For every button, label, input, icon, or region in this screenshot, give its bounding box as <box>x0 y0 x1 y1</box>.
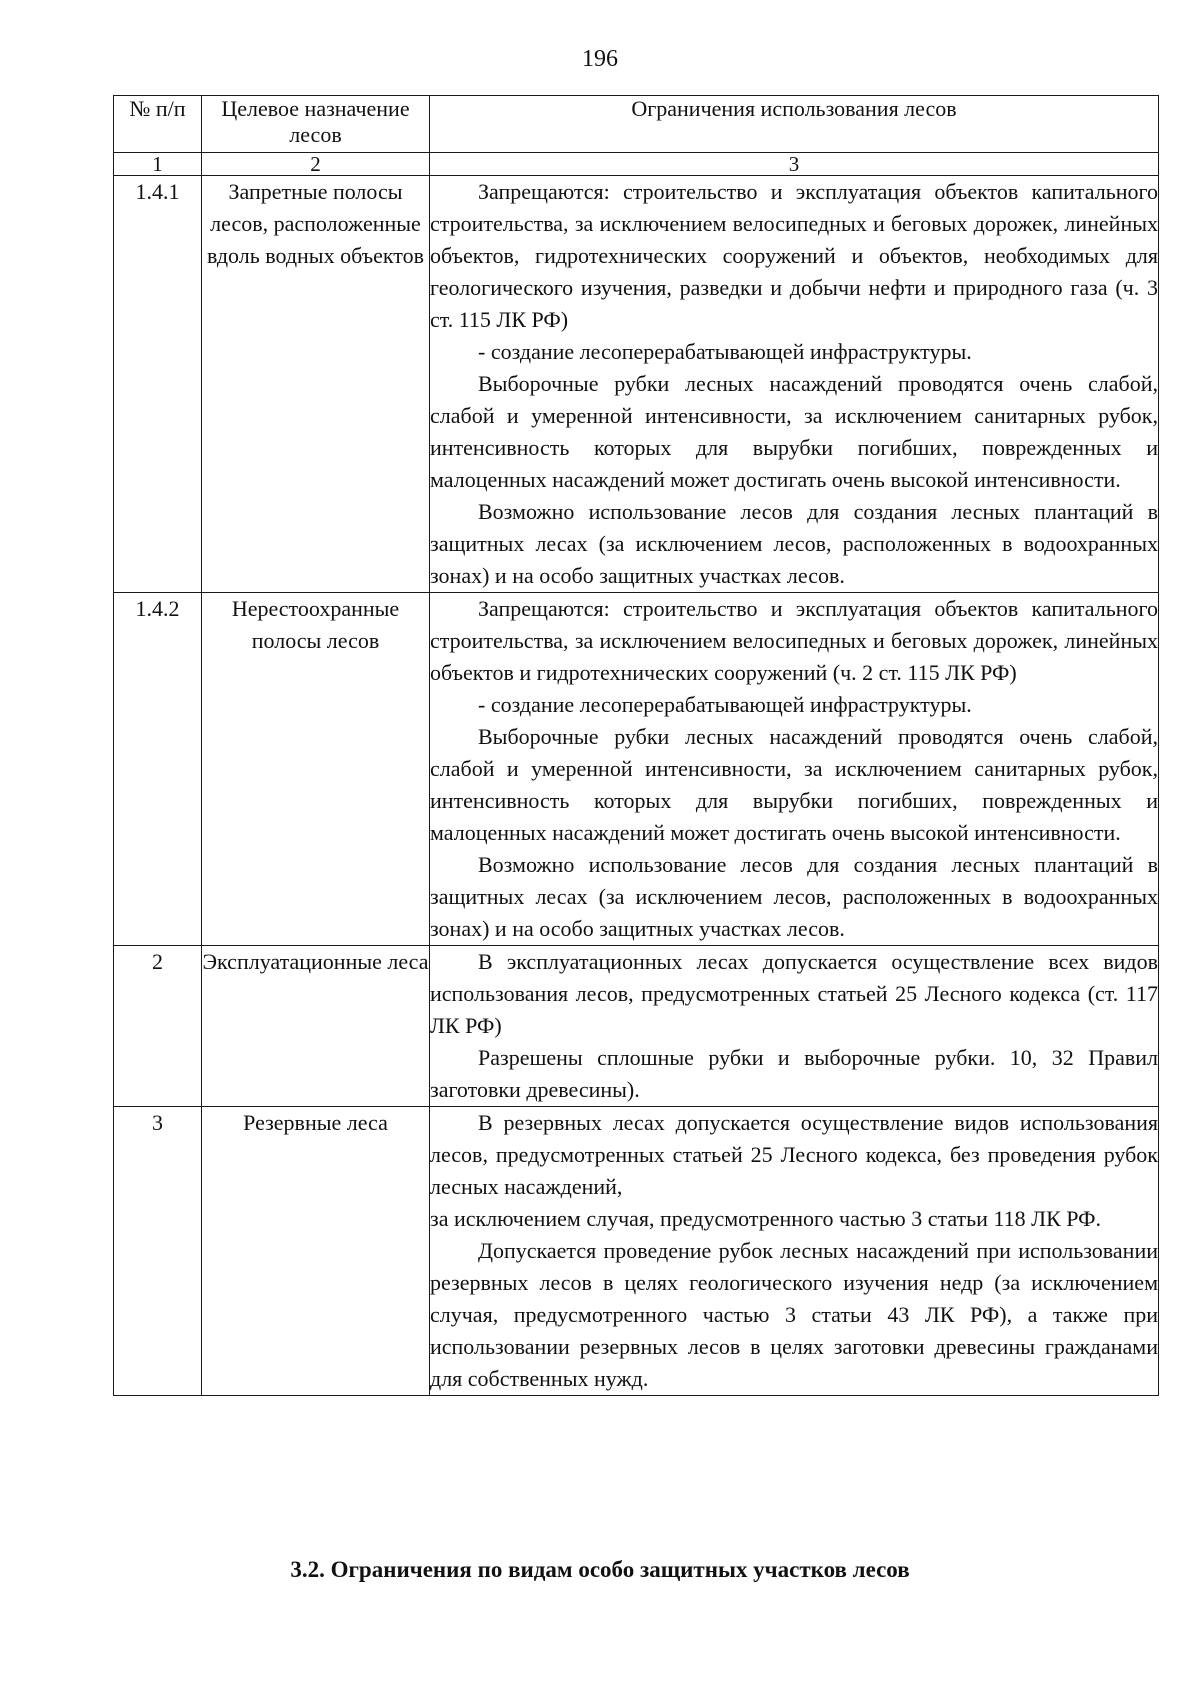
row-code: 1.4.1 <box>114 176 202 593</box>
paragraph: Выборочные рубки лесных насаждений проводятся очень слабой, слабой и умеренной интенсивности, за исключением санитарных рубок, интенсивность которых для вырубки погибших, поврежденных и малоценных насаждений может достигать очень высокой интенсивности. <box>430 724 1158 845</box>
row-code: 3 <box>114 1107 202 1396</box>
row-purpose: Нерестоохранные полосы лесов <box>202 593 430 946</box>
paragraph: Допускается проведение рубок лесных насаждений при использовании резервных лесов в целях геологического изучения недр (за исключением случая, предусмотренного частью 3 статьи 43 ЛК РФ), а также при использовании резервных лесов в целях заготовки древесины гражданами для собственных нужд. <box>430 1238 1158 1391</box>
row-restrictions <box>430 1107 1159 1396</box>
column-number-row <box>114 153 1159 176</box>
header-number: № п/п <box>114 96 202 153</box>
row-restrictions <box>430 593 1159 946</box>
table-row <box>114 593 1159 946</box>
paragraph: за исключением случая, предусмотренного частью 3 статьи 118 ЛК РФ. <box>430 1206 1101 1231</box>
row-restrictions <box>430 946 1159 1107</box>
paragraph: Запрещаются: строительство и эксплуатация объектов капитального строительства, за исключением велосипедных и беговых дорожек, линейных объектов и гидротехнических сооружений (ч. 2 ст. 115 ЛК РФ) <box>430 596 1158 685</box>
paragraph: Возможно использование лесов для создания лесных плантаций в защитных лесах (за исключением лесов, расположенных в водоохранных зонах) и на особо защитных участках лесов. <box>430 852 1158 941</box>
table-header-row <box>114 96 1159 153</box>
paragraph: - создание лесоперерабатывающей инфраструктуры. <box>478 692 972 717</box>
paragraph: Запрещаются: строительство и эксплуатация объектов капитального строительства, за исключением велосипедных и беговых дорожек, линейных объектов, гидротехнических сооружений и объектов, необходимых для геологического изучения, разведки и добычи нефти и природного газа (ч. 3 ст. 115 ЛК РФ) <box>430 179 1158 332</box>
row-code: 2 <box>114 946 202 1107</box>
paragraph: Возможно использование лесов для создания лесных плантаций в защитных лесах (за исключением лесов, расположенных в водоохранных зонах) и на особо защитных участках лесов. <box>430 499 1158 588</box>
row-restrictions <box>430 176 1159 593</box>
header-restrictions: Ограничения использования лесов <box>430 96 1159 153</box>
column-number: 1 <box>114 153 202 176</box>
paragraph: Выборочные рубки лесных насаждений проводятся очень слабой, слабой и умеренной интенсивности, за исключением санитарных рубок, интенсивность которых для вырубки погибших, поврежденных и малоценных насаждений может достигать очень высокой интенсивности. <box>430 371 1158 492</box>
row-purpose: Резервные леса <box>202 1107 430 1396</box>
paragraph: В эксплуатационных лесах допускается осуществление всех видов использования лесов, предусмотренных статьей 25 Лесного кодекса (ст. 117 ЛК РФ) <box>430 949 1158 1038</box>
column-number: 2 <box>202 153 430 176</box>
row-code: 1.4.2 <box>114 593 202 946</box>
section-title: 3.2. Ограничения по видам особо защитных участков лесов <box>290 1557 910 1582</box>
paragraph: Разрешены сплошные рубки и выборочные рубки. 10, 32 Правил заготовки древесины). <box>430 1045 1158 1102</box>
column-number: 3 <box>430 153 1159 176</box>
header-purpose: Целевое назначение лесов <box>202 96 430 153</box>
row-purpose: Эксплуатационные леса <box>202 946 430 1107</box>
row-purpose: Запретные полосы лесов, расположенные вдоль водных объектов <box>202 176 430 593</box>
paragraph: В резервных лесах допускается осуществление видов использования лесов, предусмотренных статьей 25 Лесного кодекса, без проведения рубок лесных насаждений, <box>430 1110 1158 1199</box>
table-row <box>114 176 1159 593</box>
paragraph: - создание лесоперерабатывающей инфраструктуры. <box>478 339 972 364</box>
page-number: 196 <box>582 46 618 72</box>
table-row <box>114 1107 1159 1396</box>
restrictions-table <box>113 95 1159 1396</box>
table-row <box>114 946 1159 1107</box>
